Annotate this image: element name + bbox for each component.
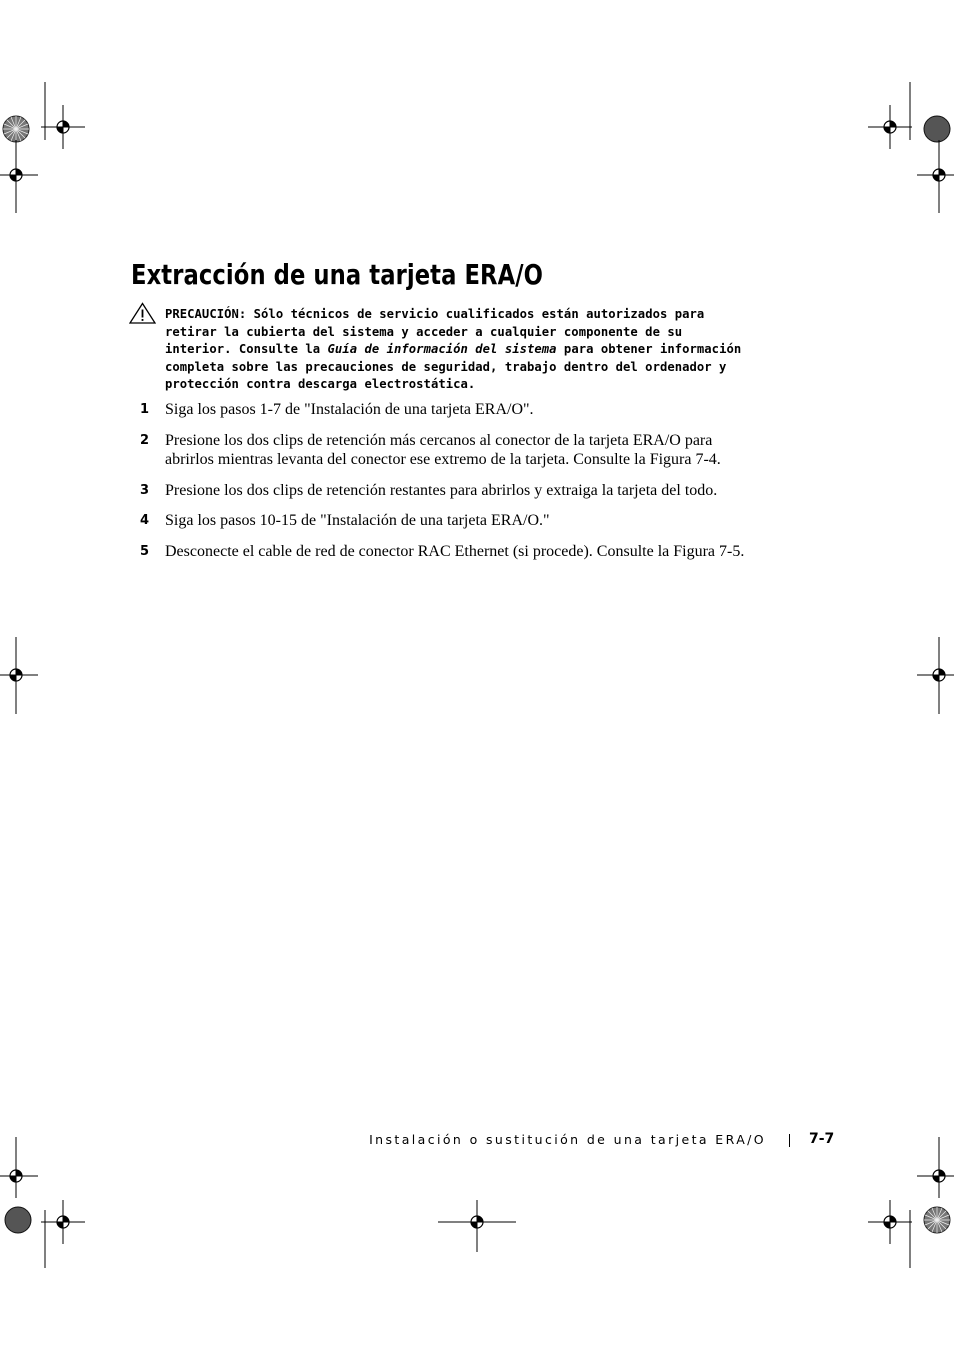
step-item xyxy=(140,542,760,562)
running-title: Instalación o sustitución de una tarjeta ERA/O xyxy=(369,1132,766,1147)
step-number: 2 xyxy=(140,432,150,448)
guide-title: Guía de información del sistema xyxy=(327,342,557,357)
step-item xyxy=(140,400,760,420)
procedure-steps xyxy=(140,400,760,572)
caution-text xyxy=(165,306,755,394)
step-text: Siga los pasos 10-15 de "Instalación de una tarjeta ERA/O." xyxy=(165,512,550,529)
step-number: 3 xyxy=(140,482,150,498)
warning-triangle-icon xyxy=(129,302,156,324)
step-item xyxy=(140,481,760,501)
page-footer xyxy=(0,1132,954,1152)
step-number: 5 xyxy=(140,543,150,559)
section-heading: Extracción de una tarjeta ERA/O xyxy=(131,258,543,291)
step-text: Presione los dos clips de retención más cercanos al conector de la tarjeta ERA/O para abrirlos mientras levanta del conector ese extremo de la tarjeta. Consulte la Figura 7-4. xyxy=(165,431,721,468)
step-text: Desconecte el cable de red de conector RAC Ethernet (si procede). Consulte la Figura 7-5. xyxy=(165,542,745,560)
caution-body-end: para obtener información completa sobre las precauciones de seguridad, trabajo dentro del ordenador y protección contra descarga electrostática. xyxy=(165,342,742,392)
page-number: 7-7 xyxy=(809,1131,835,1147)
step-text: Presione los dos clips de retención restantes para abrirlos y extraiga la tarjeta del todo. xyxy=(165,481,718,499)
caution-label: PRECAUCIÓN: xyxy=(165,307,247,321)
step-text: Siga los pasos 1-7 de "Instalación de una tarjeta ERA/O". xyxy=(165,401,534,418)
step-number: 4 xyxy=(140,513,150,528)
step-item xyxy=(140,431,760,470)
caution-body-start: Sólo técnicos de servicio cualificados están autorizados para retirar la cubierta del sistema y acceder a cualquier componente de su interior. Consulte la xyxy=(165,307,705,357)
footer-divider xyxy=(789,1134,790,1147)
step-number: 1 xyxy=(140,402,150,417)
step-item xyxy=(140,511,760,531)
